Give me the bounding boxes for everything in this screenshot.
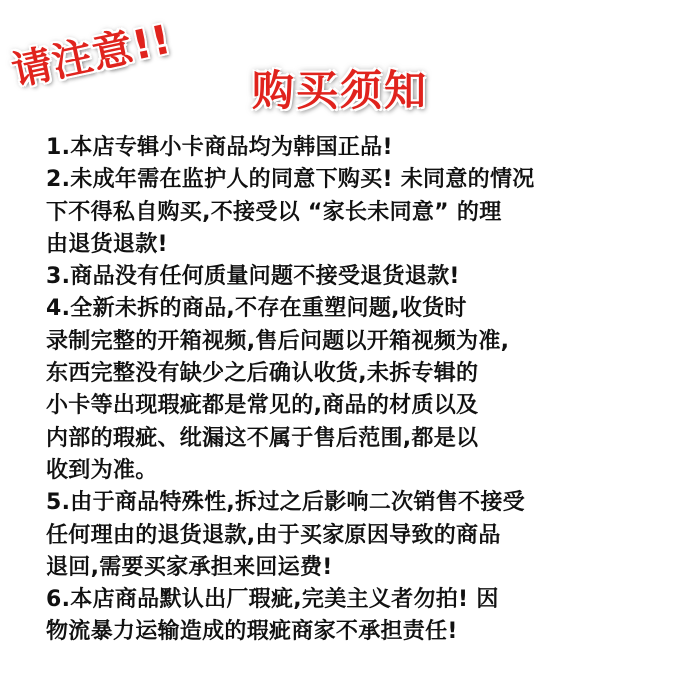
notice-line: 3.商品没有任何质量问题不接受退货退款!	[46, 264, 460, 290]
notice-line: 4.全新未拆的商品,不存在重塑问题,收货时	[46, 296, 467, 322]
notice-line: 物流暴力运输造成的瑕疵商家不承担责任!	[46, 619, 458, 645]
notice-line: 任何理由的退货退款,由于买家原因导致的商品	[46, 522, 501, 548]
notice-line: 1.本店专辑小卡商品均为韩国正品!	[46, 135, 393, 160]
notice-body	[46, 132, 666, 649]
attention-stamp: 请注意!!	[8, 16, 176, 96]
notice-line: 由退货退款!	[46, 231, 168, 257]
notice-line: 6.本店商品默认出厂瑕疵,完美主义者勿拍! 因	[46, 587, 499, 613]
notice-line: 退回,需要买家承担来回运费!	[46, 554, 333, 580]
notice-line: 东西完整没有缺少之后确认收货,未拆专辑的	[46, 361, 479, 387]
notice-line: 2.未成年需在监护人的同意下购买! 未同意的情况	[46, 167, 535, 193]
page-title: 购买须知	[251, 66, 428, 115]
notice-line: 录制完整的开箱视频,售后问题以开箱视频为准,	[46, 328, 510, 354]
notice-line: 下不得私自购买,不接受以 “家长未同意” 的理	[46, 199, 502, 225]
notice-line: 内部的瑕疵、纰漏这不属于售后范围,都是以	[46, 425, 479, 451]
notice-line: 小卡等出现瑕疵都是常见的,商品的材质以及	[46, 393, 479, 419]
notice-line: 收到为准。	[46, 457, 158, 483]
notice-line: 5.由于商品特殊性,拆过之后影响二次销售不接受	[46, 490, 525, 516]
